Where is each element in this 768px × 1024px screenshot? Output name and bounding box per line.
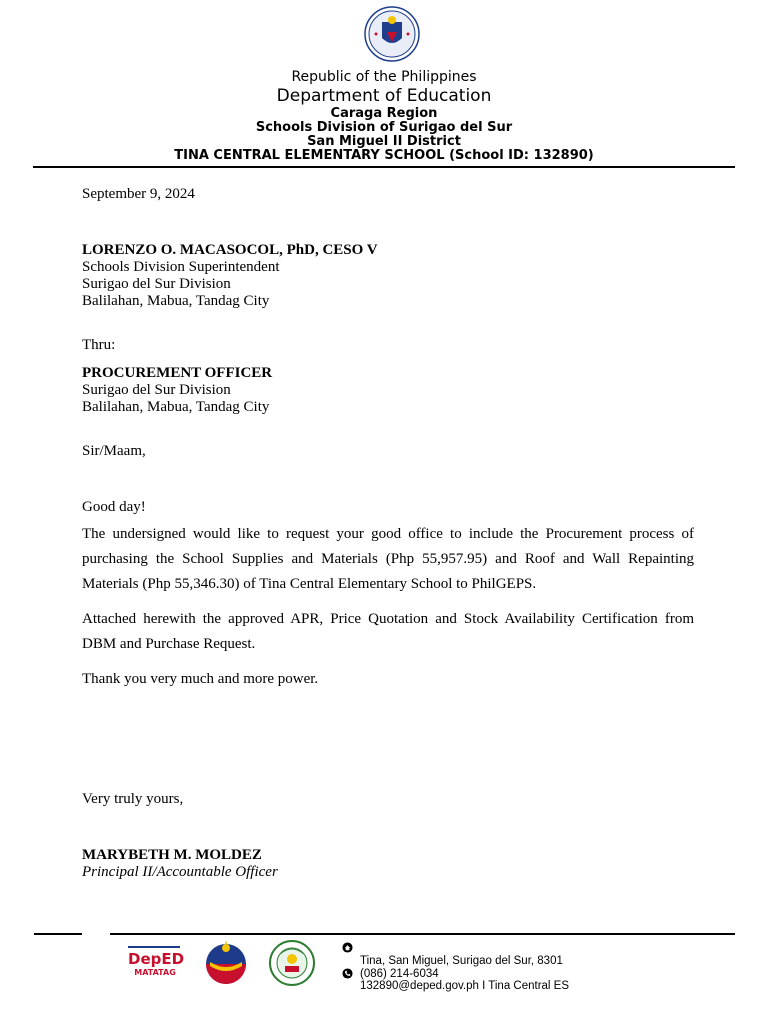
body-paragraph-3: Thank you very much and more power. (82, 671, 319, 687)
phone-icon (342, 968, 353, 979)
footer-divider-left (34, 933, 82, 935)
signatory-name: MARYBETH M. MOLDEZ (82, 847, 262, 863)
region-line: Caraga Region (330, 106, 438, 121)
district-line: San Miguel II District (307, 134, 461, 149)
thru-address: Balilahan, Mabua, Tandag City (82, 399, 270, 415)
deped-matatag-logo (128, 946, 185, 986)
letter-date: September 9, 2024 (82, 186, 195, 202)
phone-text: (086) 214-6034 (360, 967, 439, 980)
thru-label: Thru: (82, 337, 116, 353)
recipient-block (82, 242, 694, 310)
matatag-text: MATATAG (134, 968, 176, 977)
deped-seal (360, 6, 424, 62)
signatory-title: Principal II/Accountable Officer (82, 864, 278, 880)
closing: Very truly yours, (82, 791, 184, 807)
contact-row-address (342, 955, 569, 968)
greeting: Good day! (82, 499, 146, 515)
salutation: Sir/Maam, (82, 443, 146, 459)
thru-block (82, 365, 694, 416)
recipient-title: Schools Division Superintendent (82, 259, 280, 275)
address-text: Tina, San Miguel, Surigao del Sur, 8301 (360, 955, 563, 967)
email-text: 132890@deped.gov.ph I Tina Central ES (360, 980, 570, 992)
thru-office: Surigao del Sur Division (82, 382, 231, 398)
thru-name: PROCUREMENT OFFICER (82, 365, 273, 381)
body-paragraph-2: Attached herewith the approved APR, Price Quotation and Stock Availability Certification from DBM and Purchase Request. (82, 611, 694, 652)
division-line: Schools Division of Surigao del Sur (255, 120, 513, 135)
school-logo (265, 940, 319, 986)
header-divider (33, 166, 735, 168)
footer-divider-right (110, 933, 735, 935)
contact-row-home (342, 942, 569, 955)
contact-row-phone (342, 968, 569, 981)
recipient-address: Balilahan, Mabua, Tandag City (82, 293, 270, 309)
home-icon (342, 942, 353, 953)
republic-line: Republic of the Philippines (291, 69, 477, 85)
contact-row-email (342, 980, 569, 993)
bagong-pilipinas-logo (202, 938, 250, 988)
department-name: Department of Education (276, 86, 492, 106)
recipient-office: Surigao del Sur Division (82, 276, 231, 292)
signature-block (82, 847, 694, 881)
body-paragraph-1: The undersigned would like to request your good office to include the Procurement process of purchasing the School Supplies and Materials (Php 55,957.95) and Roof and Wall Repainting Materials (Php 55,346.30) of Tina Central Elementary School to PhilGEPS. (82, 526, 694, 592)
recipient-name: LORENZO O. MACASOCOL, PhD, CESO V (82, 242, 378, 258)
deped-logo-text: DepED (128, 950, 185, 968)
letterhead (0, 68, 768, 163)
school-line: TINA CENTRAL ELEMENTARY SCHOOL (School ID: 132890) (174, 148, 594, 163)
contact-info (342, 942, 569, 993)
